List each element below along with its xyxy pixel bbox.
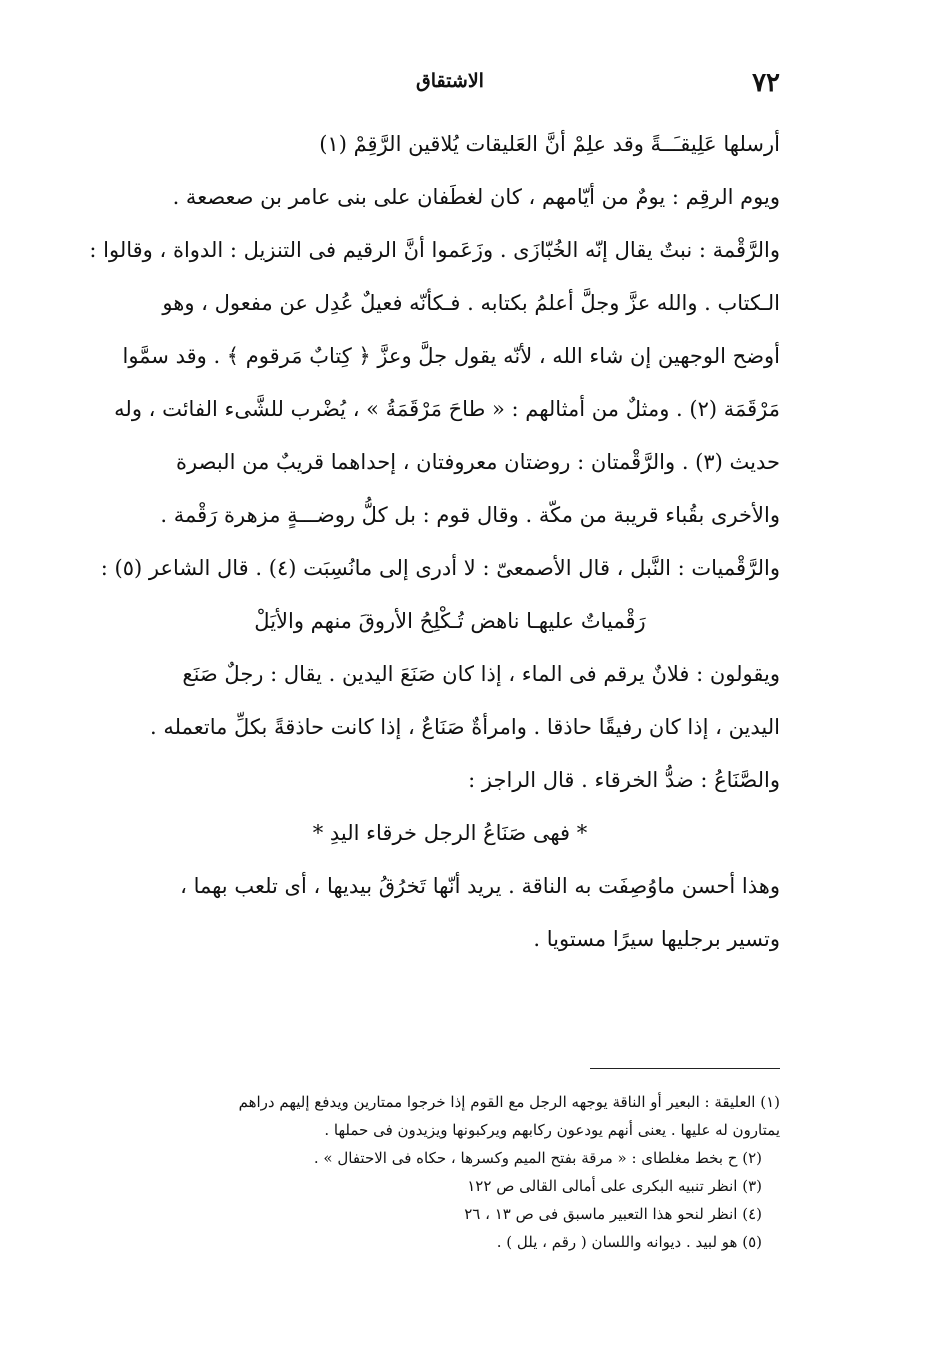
rajaz-verse: * فهى صَنَاعُ الرجل خرقاء اليدِ *: [312, 821, 588, 845]
running-title: الاشتقاق: [416, 70, 484, 92]
text-line: والصَّنَاعُ : ضدُّ الخرقاء . قال الراجز :: [468, 768, 780, 792]
text-line: وتسير برجليها سيرًا مستويا .: [533, 927, 780, 951]
text-line: وهذا أحسن ماوُصِفَت به الناقة . يريد أنّها تَخرُقُ بيديها ، أى تلعب بهما ،: [180, 874, 780, 898]
page-number: ٧٢: [752, 68, 780, 98]
text-line: ويقولون : فلانٌ يرقم فى الماء ، إذا كان صَنَعَ اليدين . يقال : رجلٌ صَنَع: [182, 662, 780, 686]
text-line: أوضح الوجهين إن شاء الله ، لأنّه يقول جلَّ وعزَّ ﴿ كِتابٌ مَرقوم ﴾ . وقد سمَّوا: [122, 344, 780, 368]
footnote-divider: [590, 1068, 780, 1069]
text-line: أرسلها عَلِيقـَــةً وقد علِمْ أنَّ العَليقات يُلاقين الرَّقِمْ (١): [319, 132, 780, 156]
text-line: الـكتاب . والله عزَّ وجلَّ أعلمُ بكتابه . فـكأنّه فعيلٌ عُدِل عن مفعول ، وهو: [162, 291, 780, 315]
footnote-line: (٢) ح بخط مغلطاى : « مرقة بفتح الميم وكسرها ، حكاه فى الاحتفال » .: [313, 1149, 762, 1167]
text-line: والأخرى بقُباء قريبة من مكّة . وقال قوم : بل كلُّ روضـــةٍ مزهرة رَقْمة .: [160, 503, 780, 527]
text-line: مَرْقَمَة (٢) . ومثلٌ من أمثالهم : « طاحَ مَرْقَمَةُ » ، يُضْرب للشَّىء الفائت ، وله: [114, 397, 780, 421]
footnote-line: (٣) انظر تنبيه البكرى على أمالى القالى ص ١٢٢: [467, 1177, 762, 1195]
text-line: اليدين ، إذا كان رفيقًا حاذقا . وامرأةٌ صَنَاعٌ ، إذا كانت حاذقةً بكلِّ ماتعمله .: [150, 715, 780, 739]
page-header: [120, 68, 780, 102]
footnote-line: يمتارون له عليها . يعنى أنهم يودعون ركابهم ويركبونها ويزيدون فى حملها .: [324, 1121, 780, 1139]
main-text: [89, 118, 780, 966]
footnote-line: (١) العليقة : البعير أو الناقة يوجهه الرجل مع القوم إذا خرجوا ممتارين ويدفع إليهم دراهم: [238, 1093, 780, 1111]
footnote-line: (٤) انظر لنحو هذا التعبير ماسبق فى ص ١٣ ، ٢٦: [464, 1205, 762, 1223]
text-line: حديث (٣) . والرَّقْمتان : روضتان معروفتان ، إحداهما قريبٌ من البصرة: [176, 450, 780, 474]
poetry-verse: رَقْمياتٌ عليهـا ناهض تُـكْلِحُ الأروقَ منهم والأيَلْ: [254, 609, 646, 633]
footnotes: [120, 1088, 780, 1256]
footnote-line: (٥) هو لبيد . ديوانه واللسان ( رقم ، يلل ) .: [496, 1233, 762, 1251]
text-line: والرَّقْمة : نبتٌ يقال إنّه الخُبّازَى . وزَعَموا أنَّ الرقيم فى التنزيل : الدواة ، وقالوا :: [89, 238, 780, 262]
text-line: ويوم الرقِم : يومٌ من أيّامهم ، كان لغطَفان على بنى عامر بن صعصعة .: [172, 185, 780, 209]
text-line: والرَّقْميات : النَّبل ، قال الأصمعىّ : لا أدرى إلى مانُسِبَت (٤) . قال الشاعر (٥) :: [100, 556, 780, 580]
